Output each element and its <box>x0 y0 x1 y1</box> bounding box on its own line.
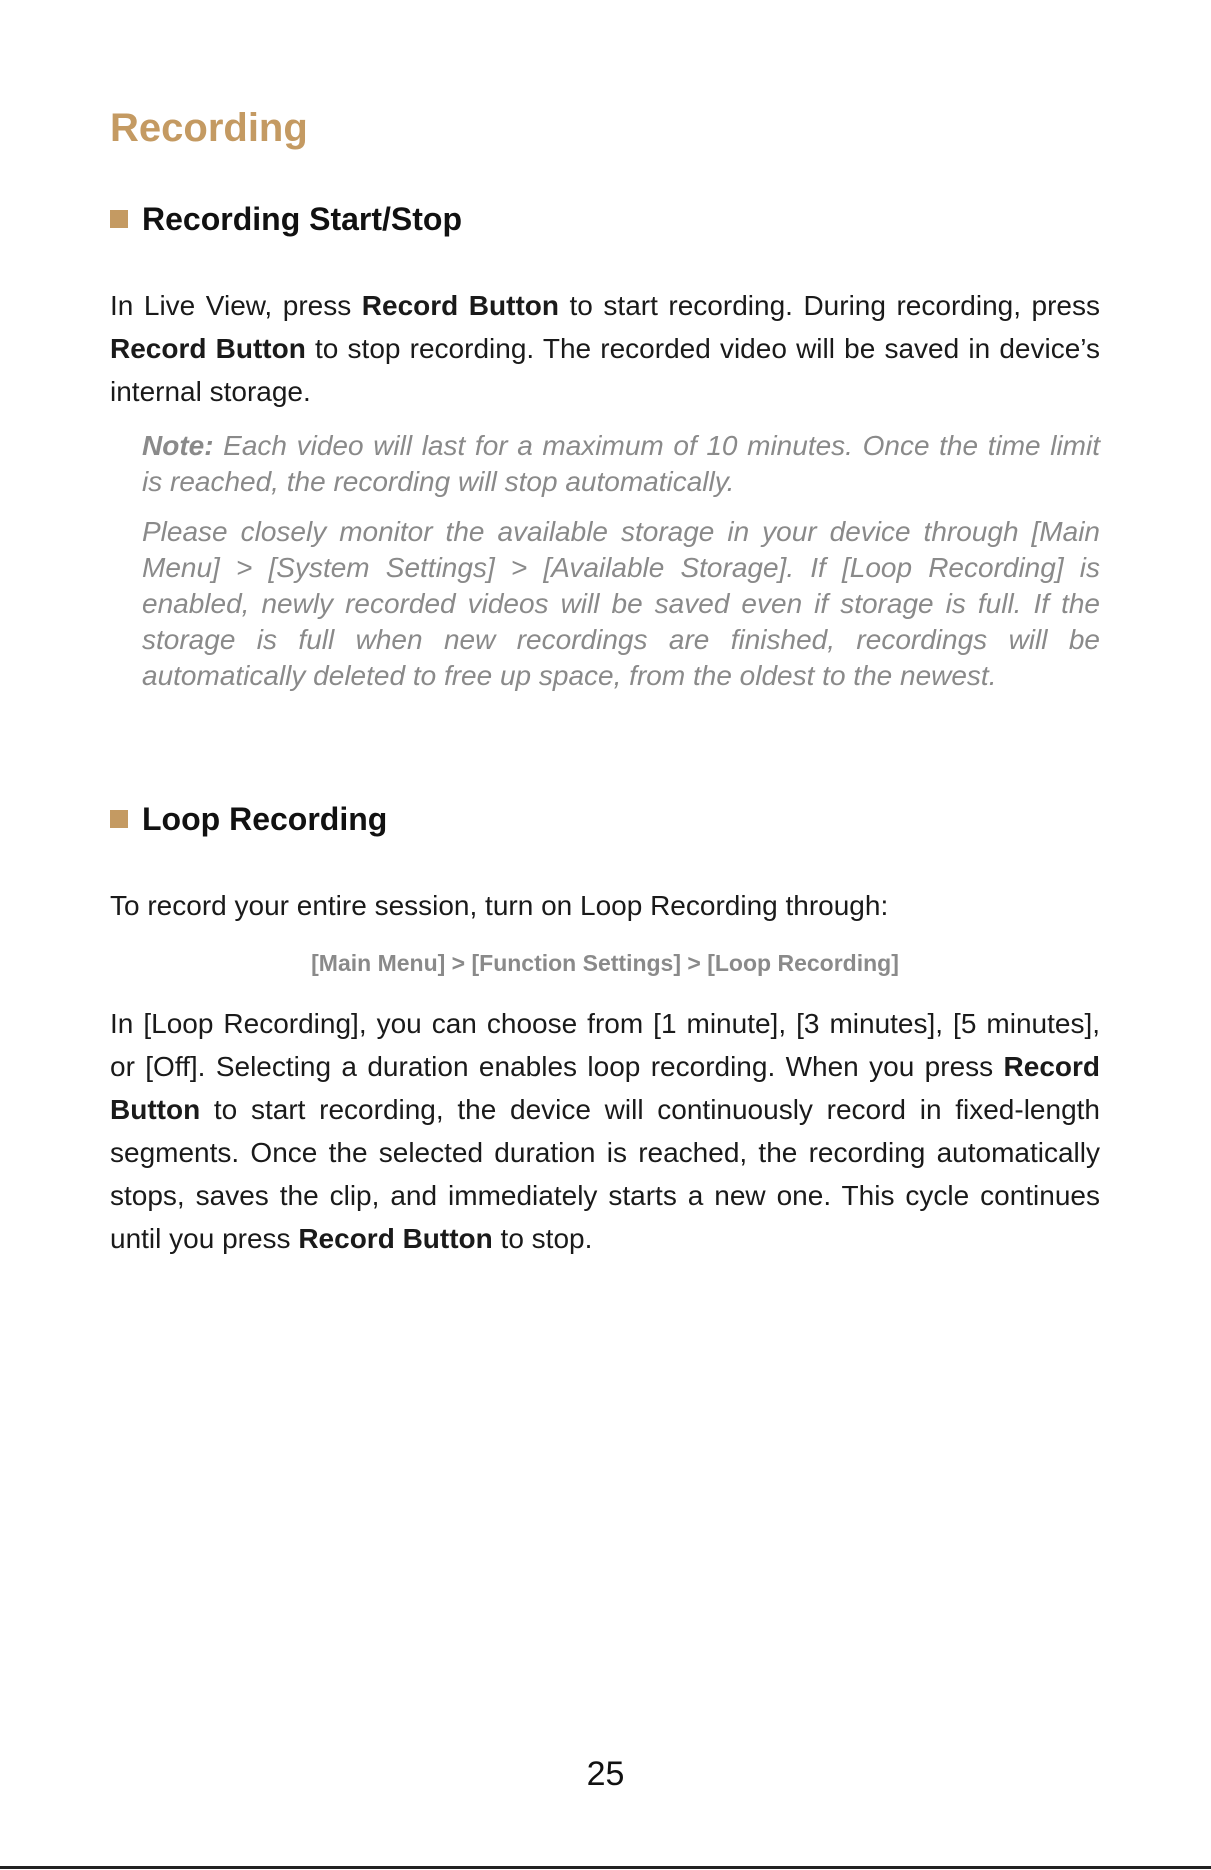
paragraph-text: to stop. <box>492 1223 593 1254</box>
record-button-term: Record Button <box>110 333 306 364</box>
square-bullet-icon <box>110 210 128 228</box>
section-heading-loop-recording <box>110 800 387 838</box>
note-text: Each video will last for a maximum of 10 minutes. Once the time limit is reached, the recording will stop automatically. <box>142 430 1100 497</box>
recording-start-stop-paragraph <box>110 284 1100 413</box>
bottom-divider <box>0 1866 1211 1869</box>
paragraph-text: to start recording, the device will continuously record in fixed-length segments. Once the selected duration is reached, the recording automatically stops, saves the clip, and immediately starts a new one. This cycle continues until you press <box>110 1094 1100 1254</box>
square-bullet-icon <box>110 810 128 828</box>
page-title: Recording <box>110 106 308 150</box>
menu-path: [Main Menu] > [Function Settings] > [Loop Recording] <box>311 950 899 976</box>
loop-recording-intro: To record your entire session, turn on Loop Recording through: <box>110 890 889 921</box>
paragraph-text: In Live View, press <box>110 290 362 321</box>
paragraph-text: to stop recording. The recorded video will be saved in device’s internal storage. <box>110 333 1100 407</box>
record-button-term: Record Button <box>110 1051 1100 1125</box>
loop-recording-paragraph <box>110 1002 1100 1260</box>
page-number: 25 <box>586 1755 625 1793</box>
paragraph-text: In [Loop Recording], you can choose from [1 minute], [3 minutes], [5 minutes], or [Off]. Selecting a duration enables loop recording. When you press <box>110 1008 1100 1082</box>
section-heading-recording-start-stop <box>110 200 462 238</box>
note-video-duration <box>142 428 1100 500</box>
note-storage: Please closely monitor the available storage in your device through [Main Menu] > [System Settings] > [Available Storage]. If [Loop Recording] is enabled, newly recorded videos will be saved even if storage is full. If the storage is full when new recordings are finished, recordings will be automatically deleted to free up space, from the oldest to the newest. <box>142 516 1100 691</box>
section-heading-label: Recording Start/Stop <box>142 201 463 237</box>
section-heading-label: Loop Recording <box>142 801 388 837</box>
note-label: Note: <box>142 430 214 461</box>
paragraph-text: to start recording. During recording, press <box>558 290 1101 321</box>
record-button-term: Record Button <box>298 1223 493 1254</box>
record-button-term: Record Button <box>361 290 559 321</box>
